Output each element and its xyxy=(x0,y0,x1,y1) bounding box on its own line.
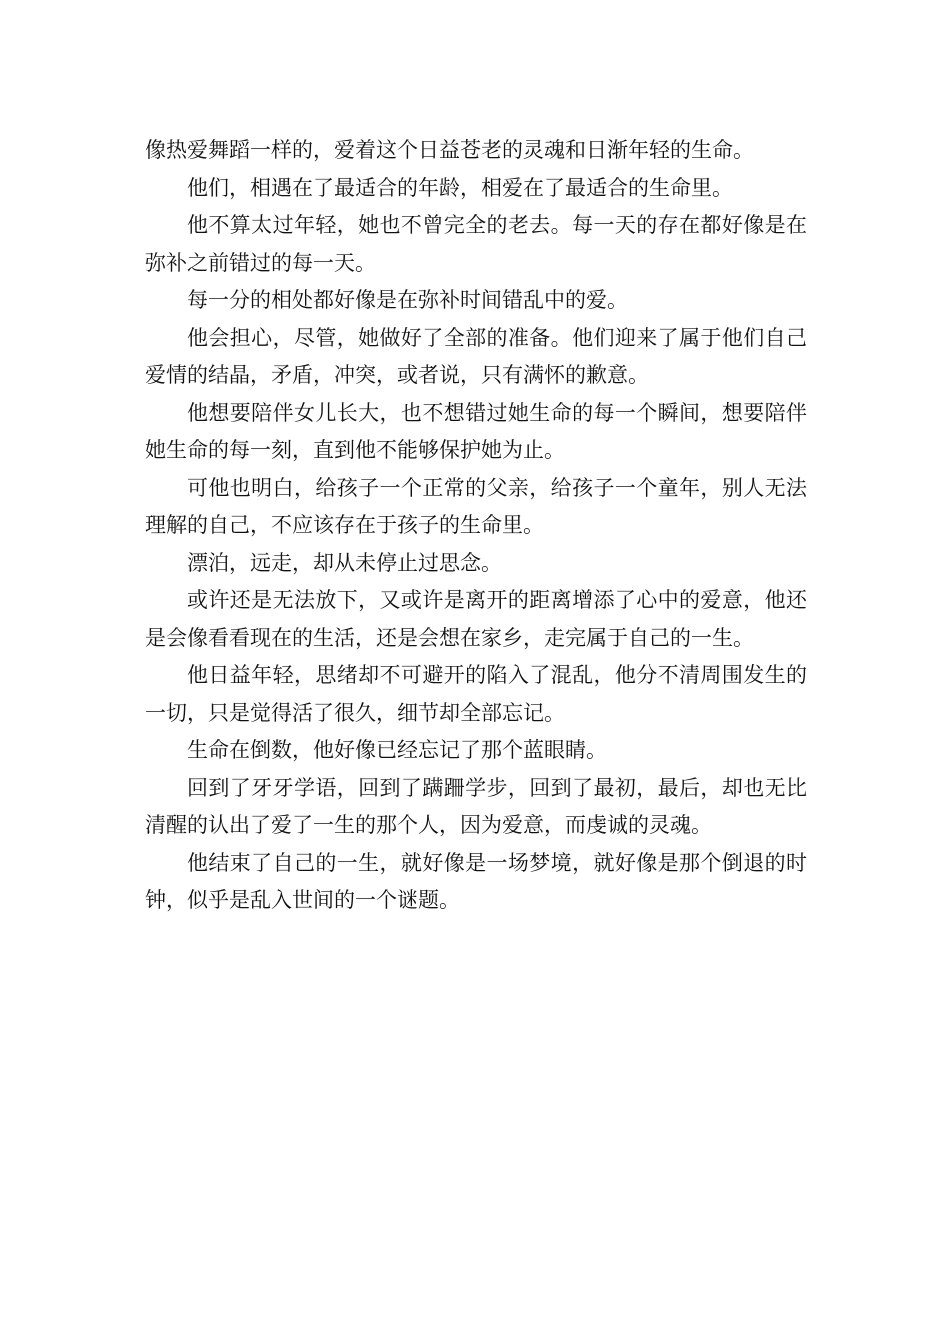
paragraph: 他结束了自己的一生，就好像是一场梦境，就好像是那个倒退的时钟，似乎是乱入世间的一个谜题。 xyxy=(145,850,807,912)
paragraph: 他日益年轻，思绪却不可避开的陷入了混乱，他分不清周围发生的一切，只是觉得活了很久，细节却全部忘记。 xyxy=(145,663,807,725)
paragraph: 或许还是无法放下，又或许是离开的距离增添了心中的爱意，他还是会像看看现在的生活，还是会想在家乡，走完属于自己的一生。 xyxy=(145,588,807,650)
paragraph: 他们，相遇在了最适合的年龄，相爱在了最适合的生命里。 xyxy=(187,175,733,200)
paragraph: 生命在倒数，他好像已经忘记了那个蓝眼睛。 xyxy=(187,738,607,762)
paragraph: 回到了牙牙学语，回到了蹒跚学步，回到了最初，最后，却也无比清醒的认出了爱了一生的那个人，因为爱意，而虔诚的灵魂。 xyxy=(145,775,807,837)
document-body xyxy=(145,132,807,920)
paragraph: 他会担心，尽管，她做好了全部的准备。他们迎来了属于他们自己爱情的结晶，矛盾，冲突，或者说，只有满怀的歉意。 xyxy=(145,325,807,387)
paragraph: 像热爱舞蹈一样的，爱着这个日益苍老的灵魂和日渐年轻的生命。 xyxy=(145,138,754,162)
paragraph: 每一分的相处都好像是在弥补时间错乱中的爱。 xyxy=(187,288,628,312)
paragraph: 他不算太过年轻，她也不曾完全的老去。每一天的存在都好像是在弥补之前错过的每一天。 xyxy=(145,213,807,275)
paragraph: 他想要陪伴女儿长大，也不想错过她生命的每一个瞬间，想要陪伴她生命的每一刻，直到他不能够保护她为止。 xyxy=(145,400,807,462)
paragraph: 可他也明白，给孩子一个正常的父亲，给孩子一个童年，别人无法理解的自己，不应该存在于孩子的生命里。 xyxy=(145,475,807,537)
paragraph: 漂泊，远走，却从未停止过思念。 xyxy=(187,550,502,575)
